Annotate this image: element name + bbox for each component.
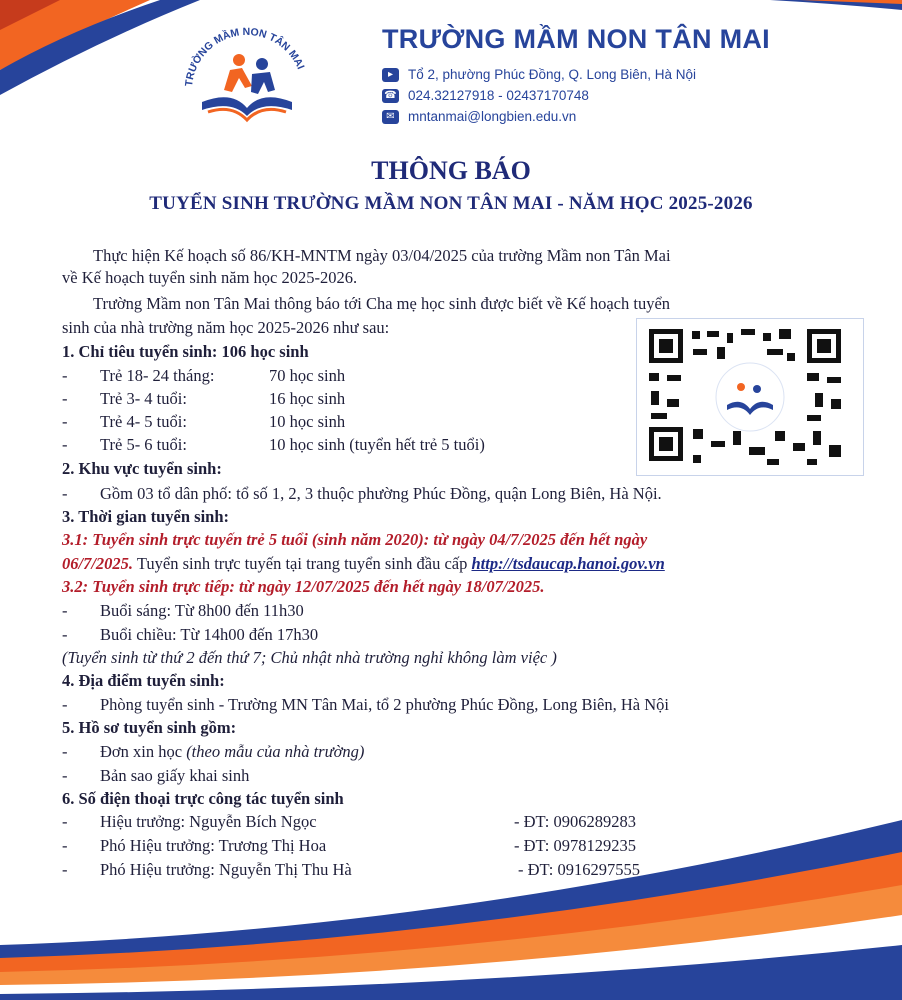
section-6-heading: 6. Số điện thoại trực công tác tuyển sinh <box>62 789 344 808</box>
afternoon-hours: Buổi chiều: Từ 14h00 đến 17h30 <box>100 625 319 644</box>
quota-label-2: Trẻ 3- 4 tuổi: <box>100 389 187 408</box>
contact-phone-2: - ĐT: 0978129235 <box>514 836 637 855</box>
online-end-date: 06/7/2025. <box>62 554 134 573</box>
contact-phone-1: - ĐT: 0906289283 <box>514 812 637 831</box>
quota-value-3: 10 học sinh <box>269 412 346 431</box>
morning-hours: Buổi sáng: Từ 8h00 đến 11h30 <box>100 601 304 620</box>
section-2-heading: 2. Khu vực tuyển sinh: <box>62 459 222 478</box>
quota-label-3: Trẻ 4- 5 tuổi: <box>100 412 187 431</box>
section-4-heading: 4. Địa điểm tuyển sinh: <box>62 671 225 690</box>
section-1-heading: 1. Chỉ tiêu tuyển sinh: 106 học sinh <box>62 342 309 361</box>
document-item-1-note: (theo mẫu của nhà trường) <box>186 742 365 761</box>
quota-value-1: 70 học sinh <box>269 366 346 385</box>
contact-role-3: Phó Hiệu trưởng: Nguyễn Thị Thu Hà <box>100 860 352 879</box>
schedule-note: (Tuyển sinh từ thứ 2 đến thứ 7; Chủ nhật nhà trường nghỉ không làm việc ) <box>62 648 557 667</box>
school-logo-icon <box>172 20 322 132</box>
phone-icon: ☎ <box>382 89 399 103</box>
email-line <box>382 109 576 124</box>
online-admission-line-2 <box>62 554 665 574</box>
school-name: TRƯỜNG MẦM NON TÂN MAI <box>382 24 770 54</box>
email-icon: ✉ <box>382 110 399 124</box>
contact-role-2: Phó Hiệu trưởng: Trương Thị Hoa <box>100 836 327 855</box>
area-item: Gồm 03 tổ dân phố: tổ số 1, 2, 3 thuộc phường Phúc Đồng, quận Long Biên, Hà Nội. <box>100 484 662 503</box>
address-line <box>382 67 696 82</box>
section-3-heading: 3. Thời gian tuyển sinh: <box>62 507 230 526</box>
location-item: Phòng tuyển sinh - Trường MN Tân Mai, tổ 2 phường Phúc Đồng, Long Biên, Hà Nội <box>100 695 669 714</box>
document-item-2: Bản sao giấy khai sinh <box>100 766 250 785</box>
admission-notice: TRƯỜNG MẦM NON TÂN MAI TRƯỜNG MẦM NON TÂN MAI ▸ Tổ 2, phường Phúc Đồng, Q. Long Biên, Hà Nội ☎ 024.32127918 - 02437170748 ✉ mntanmai@longbien.edu.vn THÔNG BÁO TUYỂN SINH TRƯỜNG MẦM NON TÂN MAI - NĂM HỌC 2025-2026 Thực hiện Kế hoạch số 86/KH-MNTM ngày 03/04/2025 của trường Mầm non Tân Mai về Kế hoạch tuyển sinh năm học 2025-2026. Trường Mầm non Tân Mai thông báo tới Cha mẹ học sinh được biết về Kế hoạch tuyển sinh của nhà trường năm học 2025-2026 như sau: 1. Chỉ tiêu tuyển sinh: 106 học sinh - Trẻ 18- 24 tháng: 70 học sinh - Trẻ 3- 4 tuổi: 16 học sinh - Trẻ 4- 5 tuổi: 10 học sinh - Trẻ 5- 6 tuổi: 10 học sinh (tuyển hết trẻ 5 tuổi) 2. Khu vực tuyển sinh: - Gồm 03 tổ dân phố: tổ số 1, 2, 3 thuộc phường Phúc Đồng, quận Long Biên, Hà Nội. 3. Thời gian tuyển sinh: 3.1: Tuyển sinh trực tuyến trẻ 5 tuổi (sinh năm 2020): từ ngày 04/7/2025 đến hết ngày 06/7/2025. Tuyển sinh trực tuyến tại trang tuyển sinh đầu cấp http://tsdaucap.hanoi.gov.vn 3.2: Tuyển sinh trực tiếp: từ ngày 12/07/2025 đến hết ngày 18/07/2025. - Buổi sáng: Từ 8h00 đến 11h30 - Buổi chiều: Từ 14h00 đến 17h30 (Tuyển sinh từ thứ 2 đến thứ 7; Chủ nhật nhà trường nghỉ không làm việc ) 4. Địa điểm tuyển sinh: - Phòng tuyển sinh - Trường MN Tân Mai, tổ 2 phường Phúc Đồng, Long Biên, Hà Nội 5. Hồ sơ tuyển sinh gồm: - Đơn xin học (theo mẫu của nhà trường) - Bản sao giấy khai sinh 6. Số điện thoại trực công tác tuyển sinh - Hiệu trưởng: Nguyễn Bích Ngọc - ĐT: 0906289283 - Phó Hiệu trưởng: Trương Thị Hoa - ĐT: 0978129235 - Phó Hiệu trưởng: Nguyễn Thị Thu Hà - ĐT: 0916297555 <box>0 0 902 1000</box>
phone-line <box>382 88 589 103</box>
quota-value-4: 10 học sinh (tuyển hết trẻ 5 tuổi) <box>269 435 485 454</box>
document-item-1 <box>100 742 364 762</box>
notice-subtitle: TUYỂN SINH TRƯỜNG MẦM NON TÂN MAI - NĂM HỌC 2025-2026 <box>149 193 753 214</box>
quota-value-2: 16 học sinh <box>269 389 346 408</box>
notice-title: THÔNG BÁO <box>371 156 531 185</box>
location-icon: ▸ <box>382 68 399 82</box>
section-5-heading: 5. Hồ sơ tuyển sinh gồm: <box>62 718 237 737</box>
online-admission-text: Tuyển sinh trực tuyến tại trang tuyển sinh đầu cấp <box>133 554 472 573</box>
contact-role-1: Hiệu trưởng: Nguyễn Bích Ngọc <box>100 812 317 831</box>
quota-label-1: Trẻ 18- 24 tháng: <box>100 366 215 385</box>
intro-line-2: về Kế hoạch tuyển sinh năm học 2025-2026. <box>62 268 358 287</box>
contact-phone-3: - ĐT: 0916297555 <box>518 860 641 879</box>
admission-portal-link[interactable]: http://tsdaucap.hanoi.gov.vn <box>471 554 665 573</box>
quota-label-4: Trẻ 5- 6 tuổi: <box>100 435 187 454</box>
logo-text: TRƯỜNG MẦM NON TÂN MAI <box>183 25 307 87</box>
document-item-1-text: Đơn xin học <box>100 742 187 761</box>
qr-code-icon[interactable] <box>636 318 864 476</box>
phone-text: 024.32127918 - 02437170748 <box>408 88 589 103</box>
online-admission-line-1: 3.1: Tuyển sinh trực tuyến trẻ 5 tuổi (sinh năm 2020): từ ngày 04/7/2025 đến hết ngày <box>62 530 648 549</box>
intro-line-4: sinh của nhà trường năm học 2025-2026 như sau: <box>62 318 390 337</box>
intro-line-1: Thực hiện Kế hoạch số 86/KH-MNTM ngày 03/04/2025 của trường Mầm non Tân Mai <box>93 246 671 265</box>
address-text: Tổ 2, phường Phúc Đồng, Q. Long Biên, Hà Nội <box>408 67 697 82</box>
intro-line-3: Trường Mầm non Tân Mai thông báo tới Cha mẹ học sinh được biết về Kế hoạch tuyển <box>93 294 671 313</box>
email-text[interactable]: mntanmai@longbien.edu.vn <box>408 109 577 124</box>
direct-admission-line: 3.2: Tuyển sinh trực tiếp: từ ngày 12/07/2025 đến hết ngày 18/07/2025. <box>62 577 545 596</box>
